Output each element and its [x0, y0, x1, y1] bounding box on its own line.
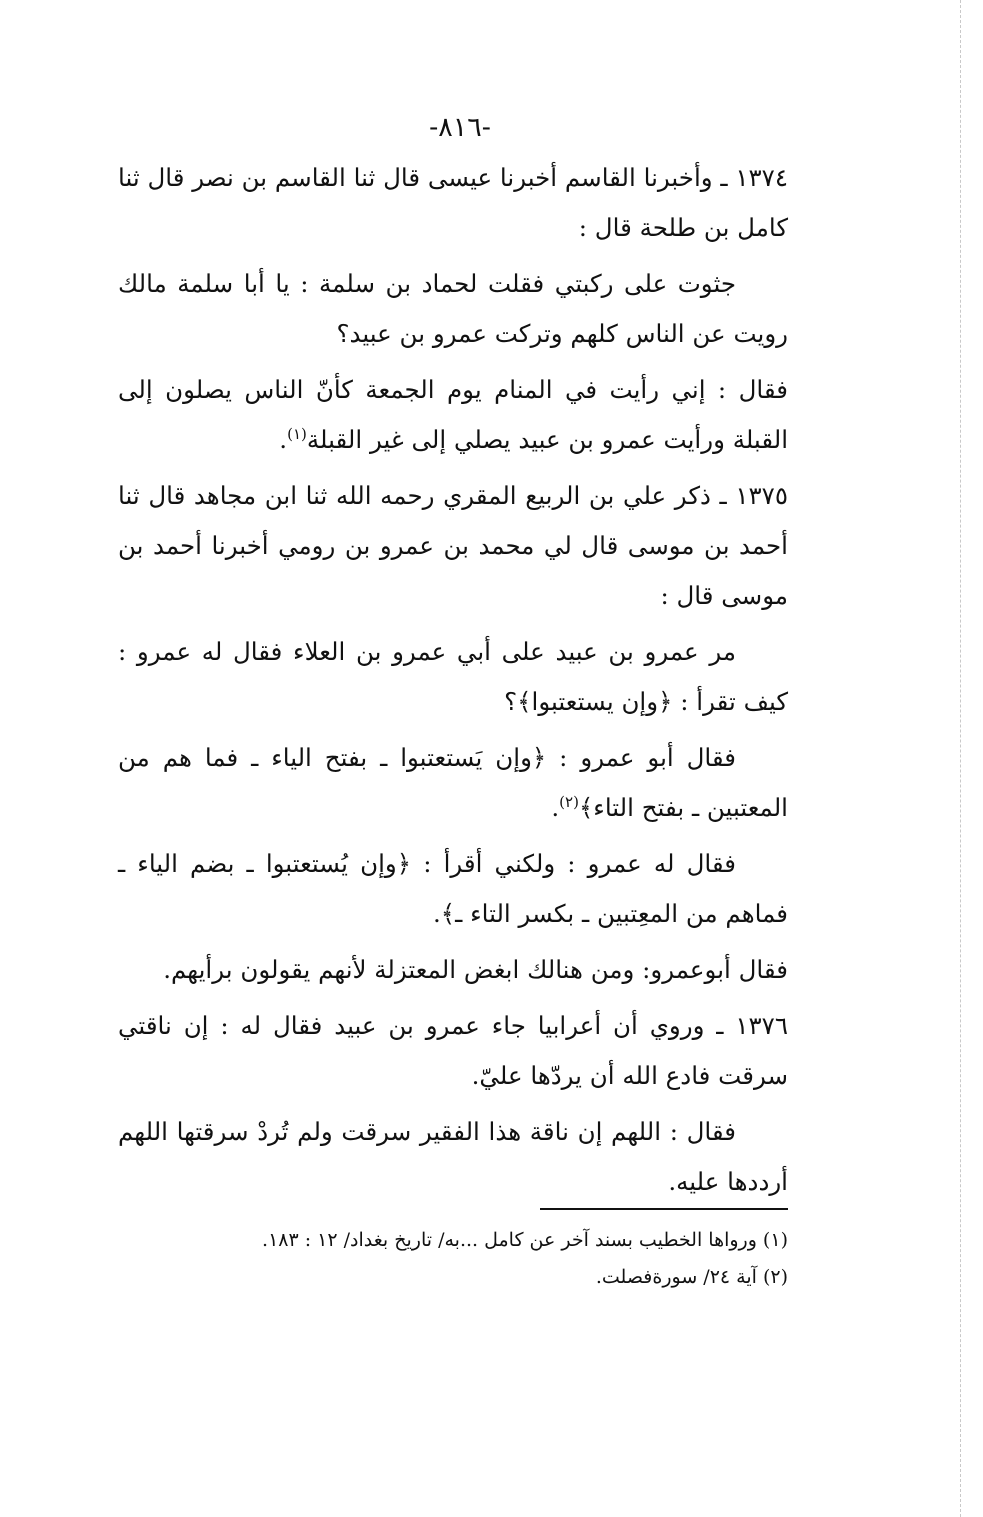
- footnote-divider: [540, 1208, 788, 1210]
- footnote-1: (١) ورواها الخطيب بسند آخر عن كامل ...به/ تاريخ بغداد/ ١٢ : ١٨٣.: [262, 1229, 788, 1251]
- main-text: [118, 153, 788, 1213]
- paragraph-amr-reading: [118, 839, 788, 939]
- footnote-2: (٢) آية ٢٤/ سورةفصلت.: [595, 1266, 788, 1288]
- paragraph-1375-intro: [118, 471, 788, 621]
- paragraph-end-punctuation: .: [551, 793, 560, 822]
- paragraph-text: مر عمرو بن عبيد على أبي عمرو بن العلاء فقال له عمرو : كيف تقرأ : ﴿وإن يستعتبوا﴾؟: [118, 637, 788, 716]
- paragraph-text: جثوت على ركبتي فقلت لحماد بن سلمة : يا أبا سلمة مالك رويت عن الناس كلهم وتركت عمرو بن عبيد؟: [118, 269, 788, 348]
- paragraph-1376-bedouin: [118, 1001, 788, 1101]
- paragraph-text: فقال أبوعمرو: ومن هنالك ابغض المعتزلة لأنهم يقولون برأيهم.: [163, 955, 788, 984]
- paragraph-text: فقال : إني رأيت في المنام يوم الجمعة كأنّ الناس يصلون إلى القبلة ورأيت عمرو بن عبيد يصلي إلى غير القبلة: [118, 375, 788, 454]
- paragraph-text: ١٣٧٥ ـ ذكر علي بن الربيع المقري رحمه الله ثنا ابن مجاهد قال ثنا أحمد بن موسى قال لي محمد بن عمرو بن رومي أخبرنا أحمد بن موسى قال :: [118, 481, 788, 610]
- paragraph-hammad-question: [118, 259, 788, 359]
- paragraph-text: فقال له عمرو : ولكني أقرأ : ﴿وإن يُستعتبوا ـ بضم الياء ـ فماهم من المعِتبين ـ بكسر التاء ـ﴾.: [118, 849, 788, 928]
- paragraph-text: ١٣٧٤ ـ وأخبرنا القاسم أخبرنا عيسى قال ثنا القاسم بن نصر قال ثنا كامل بن طلحة قال :: [118, 163, 788, 242]
- paragraph-end-punctuation: .: [279, 425, 288, 454]
- paragraph-text: ١٣٧٦ ـ وروي أن أعرابيا جاء عمرو بن عبيد فقال له : إن ناقتي سرقت فادع الله أن يردّها عليّ.: [118, 1011, 788, 1090]
- paragraph-abu-amr-reply: [118, 733, 788, 833]
- scan-edge-line: [960, 0, 961, 1517]
- paragraph-1374-intro: [118, 153, 788, 253]
- page-number: -٨١٦-: [429, 112, 491, 143]
- footnote-marker-2: (٢): [559, 792, 579, 811]
- paragraph-amr-question: [118, 627, 788, 727]
- paragraph-text: فقال أبو عمرو : ﴿وإن يَستعتبوا ـ بفتح الياء ـ فما هم من المعتبين ـ بفتح التاء﴾: [118, 743, 788, 822]
- paragraph-text: فقال : اللهم إن ناقة هذا الفقير سرقت ولم تُردْ سرقتها اللهم أرددها عليه.: [118, 1117, 788, 1196]
- paragraph-dream: [118, 365, 788, 465]
- footnotes: [180, 1222, 788, 1296]
- paragraph-abu-amr-conclusion: [118, 945, 788, 995]
- footnote-marker-1: (١): [287, 424, 307, 443]
- paragraph-prayer: [118, 1107, 788, 1207]
